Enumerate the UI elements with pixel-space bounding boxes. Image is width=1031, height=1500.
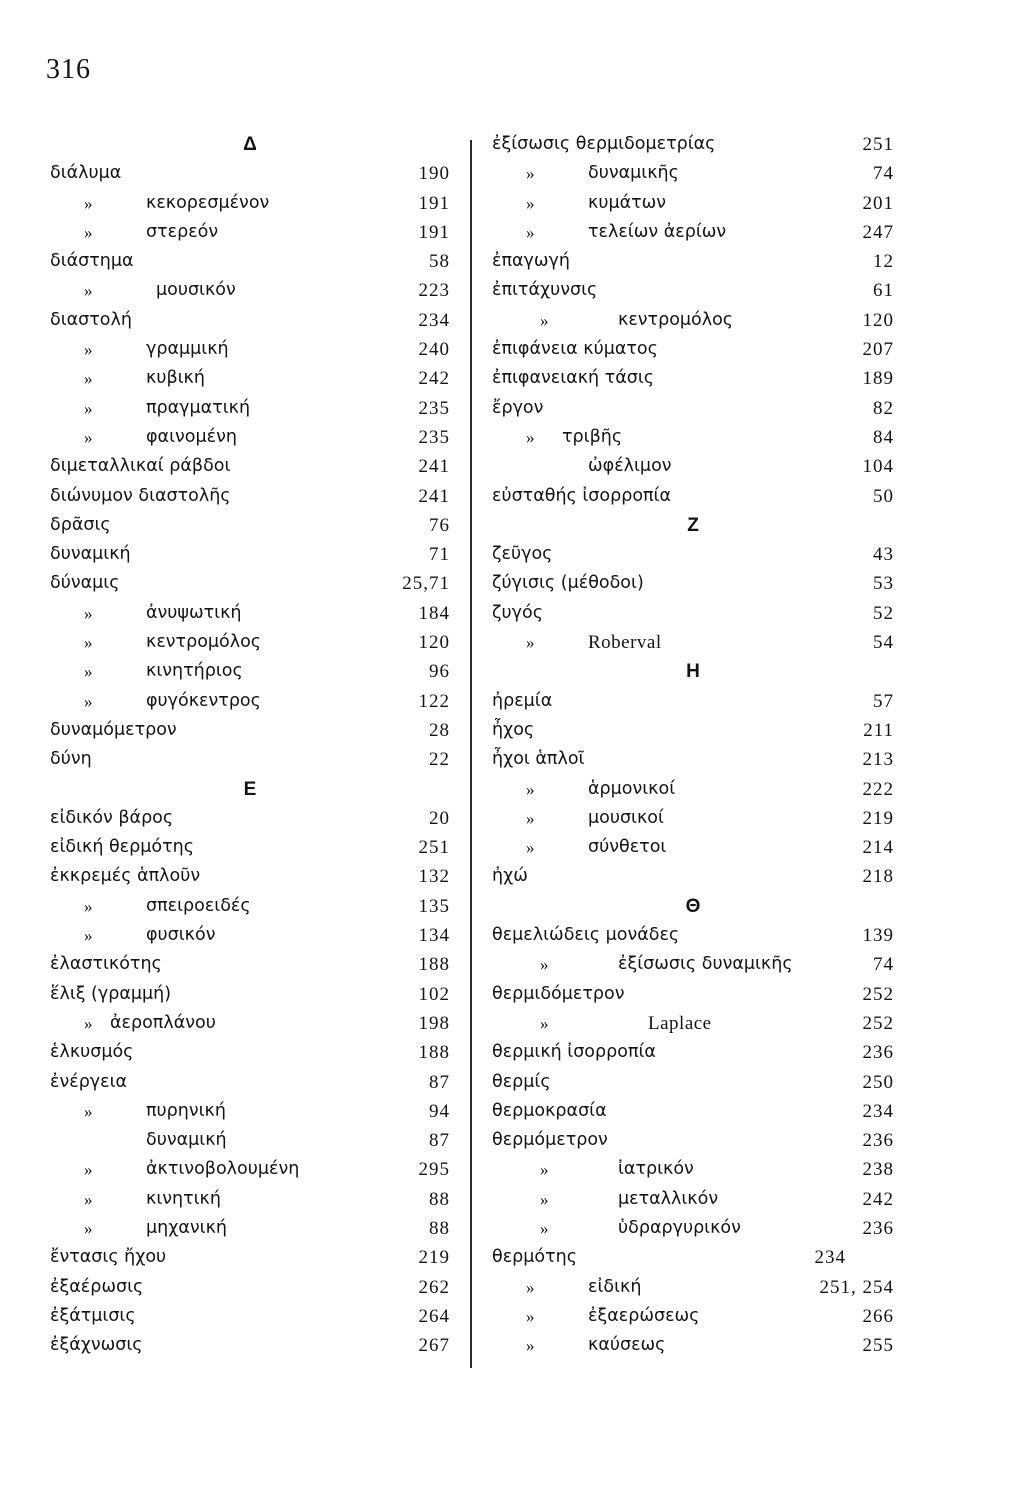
index-entry — [50, 833, 450, 862]
index-entry — [50, 247, 450, 276]
entry-term-text: τελείων ἀερίων — [588, 221, 727, 242]
page-reference: 52 — [873, 602, 894, 624]
index-entry — [492, 921, 894, 950]
page-reference: 238 — [862, 1159, 894, 1181]
index-subentry — [50, 364, 450, 393]
ditto-mark: » — [84, 1218, 93, 1238]
index-entry — [50, 1273, 450, 1302]
index-subentry — [50, 394, 450, 423]
entry-term: ἦχοι ἁπλοῖ — [492, 749, 585, 770]
entry-term: διαστολή — [50, 309, 132, 330]
entry-term-text: ἐξίσωσις δυναμικῆς — [618, 954, 793, 975]
entry-term-text: κινητήριος — [146, 661, 243, 682]
entry-term: διμεταλλικαί ράβδοι — [50, 456, 231, 477]
page-reference: 255 — [862, 1335, 894, 1357]
index-subentry — [492, 306, 894, 335]
entry-term-text: εἰδική — [588, 1276, 642, 1297]
entry-term: δύνη — [50, 749, 92, 770]
index-entry — [50, 804, 450, 833]
entry-term: ἐξάτμισις — [50, 1305, 136, 1326]
index-subentry — [492, 628, 894, 657]
page-reference: 84 — [873, 426, 894, 448]
index-entry — [492, 276, 894, 305]
page-reference: 88 — [429, 1188, 450, 1210]
page-reference: 104 — [862, 456, 894, 478]
section-heading: E — [243, 778, 257, 800]
entry-term: ἐπαγωγή — [492, 251, 570, 272]
page-reference: 188 — [418, 954, 450, 976]
entry-term-text: τριβῆς — [562, 426, 623, 447]
index-entry — [492, 687, 894, 716]
page-reference: 22 — [429, 749, 450, 771]
entry-term: θερμίς — [492, 1071, 551, 1092]
page-reference: 201 — [862, 192, 894, 214]
entry-term: εἰδική θερμότης — [50, 837, 194, 858]
entry-term-text: φαινομένη — [146, 426, 237, 447]
entry-term: ἠρεμία — [492, 690, 553, 711]
section-heading: Θ — [685, 895, 701, 917]
page-reference: 54 — [873, 632, 894, 654]
page-reference: 242 — [862, 1188, 894, 1210]
ditto-mark: » — [526, 164, 535, 184]
page-reference: 25,71 — [402, 573, 450, 595]
entry-term: ἐνέργεια — [50, 1071, 128, 1092]
entry-term-text: γραμμική — [146, 339, 229, 360]
entry-term-text: κεντρομόλος — [146, 632, 262, 653]
entry-term-text: ὑδραργυρικόν — [618, 1217, 741, 1238]
entry-term: ζεῦγος — [492, 544, 553, 565]
index-entry — [492, 599, 894, 628]
entry-term-text: κυβική — [146, 368, 205, 389]
page-reference: 188 — [418, 1042, 450, 1064]
ditto-mark: » — [526, 779, 535, 799]
index-column-left — [50, 130, 450, 1360]
entry-term-text: Laplace — [648, 1012, 712, 1034]
ditto-mark: » — [540, 1160, 549, 1180]
index-entry — [492, 130, 894, 159]
index-entry — [50, 540, 450, 569]
entry-term-text: δυναμική — [146, 1130, 227, 1151]
page-reference: 184 — [418, 602, 450, 624]
entry-term: ἑλκυσμός — [50, 1042, 134, 1063]
page-reference: 251, 254 — [819, 1276, 894, 1298]
page-reference: 71 — [429, 544, 450, 566]
ditto-mark: » — [540, 1013, 549, 1033]
index-subentry — [50, 1126, 450, 1155]
index-subentry — [50, 1097, 450, 1126]
index-subentry — [50, 657, 450, 686]
index-subentry — [492, 159, 894, 188]
index-entry — [492, 862, 894, 891]
index-subentry — [50, 335, 450, 364]
entry-term: ἐξάχνωσις — [50, 1335, 143, 1356]
page-reference: 189 — [862, 368, 894, 390]
page-reference: 211 — [863, 719, 894, 741]
index-subentry — [492, 1155, 894, 1184]
entry-term: θερμοκρασία — [492, 1100, 607, 1121]
entry-term: ἐξίσωσις θερμιδομετρίας — [492, 134, 716, 154]
page-reference: 57 — [873, 690, 894, 712]
entry-term-text: μηχανική — [146, 1217, 227, 1238]
page-reference: 223 — [418, 280, 450, 302]
page-reference: 82 — [873, 397, 894, 419]
page-reference: 264 — [418, 1305, 450, 1327]
index-entry — [50, 306, 450, 335]
index-entry — [50, 745, 450, 774]
page-reference: 241 — [418, 485, 450, 507]
page-reference: 190 — [418, 163, 450, 185]
page-reference: 50 — [873, 485, 894, 507]
index-subentry — [492, 775, 894, 804]
page-reference: 134 — [418, 925, 450, 947]
entry-term-text: φυγόκεντρος — [146, 690, 261, 711]
entry-term: ἐξαέρωσις — [50, 1276, 144, 1297]
entry-term: ἦχος — [492, 719, 535, 740]
index-entry — [492, 540, 894, 569]
page-reference: 20 — [429, 807, 450, 829]
page-reference: 234 — [418, 309, 450, 331]
ditto-mark: » — [526, 633, 535, 653]
page-reference: 61 — [873, 280, 894, 302]
index-subentry — [50, 276, 450, 305]
entry-term: ἠχώ — [492, 866, 528, 887]
index-subentry — [492, 1331, 894, 1360]
ditto-mark: » — [84, 1101, 93, 1121]
entry-term: ζυγός — [492, 602, 543, 623]
entry-term: ἐκκρεμές ἁπλοῦν — [50, 866, 201, 887]
index-subentry — [50, 218, 450, 247]
index-entry — [50, 716, 450, 745]
page-reference: 94 — [429, 1100, 450, 1122]
entry-term-text: ἀνυψωτική — [146, 602, 242, 623]
page-reference: 87 — [429, 1130, 450, 1152]
page-reference: 88 — [429, 1217, 450, 1239]
page-number: 316 — [46, 54, 91, 85]
page-reference: 236 — [862, 1042, 894, 1064]
index-subentry — [492, 1273, 894, 1302]
entry-term-text: κινητική — [146, 1188, 221, 1209]
index-entry — [492, 247, 894, 276]
index-entry — [492, 335, 894, 364]
entry-term: ἐπιφάνεια κύματος — [492, 339, 658, 360]
entry-term-text: σπειροειδές — [146, 895, 251, 916]
index-subentry — [492, 189, 894, 218]
index-entry — [492, 1243, 894, 1272]
index-entry — [492, 364, 894, 393]
index-subentry — [492, 218, 894, 247]
page-reference: 12 — [873, 251, 894, 273]
page-reference: 102 — [418, 983, 450, 1005]
page-reference: 213 — [862, 749, 894, 771]
ditto-mark: » — [526, 427, 535, 447]
ditto-mark: » — [84, 1013, 93, 1033]
index-subentry — [50, 599, 450, 628]
page-reference: 247 — [862, 221, 894, 243]
index-subentry — [50, 1155, 450, 1184]
index-entry — [492, 1038, 894, 1067]
page-reference: 135 — [418, 895, 450, 917]
entry-term-text: ἐξαερώσεως — [588, 1305, 700, 1326]
entry-term-text: ὠφέλιμον — [588, 456, 672, 477]
page-reference: 267 — [418, 1335, 450, 1357]
ditto-mark: » — [84, 340, 93, 360]
page-reference: 207 — [862, 339, 894, 361]
index-entry — [50, 482, 450, 511]
page-reference: 58 — [429, 251, 450, 273]
index-subentry — [492, 833, 894, 862]
index-subentry — [492, 452, 894, 481]
entry-term: δυναμόμετρον — [50, 719, 177, 740]
index-column-right — [492, 130, 894, 1360]
index-entry — [492, 1097, 894, 1126]
index-subentry — [492, 804, 894, 833]
index-entry — [50, 159, 450, 188]
page-reference: 132 — [418, 866, 450, 888]
page-reference: 122 — [418, 690, 450, 712]
page-reference: 234 — [814, 1247, 846, 1269]
entry-term-text: δυναμικῆς — [588, 163, 679, 184]
page-reference: 198 — [418, 1012, 450, 1034]
page-reference: 139 — [862, 925, 894, 947]
page-reference: 250 — [862, 1071, 894, 1093]
page-reference: 235 — [418, 426, 450, 448]
page-reference: 234 — [862, 1100, 894, 1122]
entry-term: θερμότης — [492, 1247, 578, 1268]
page-reference: 251 — [418, 837, 450, 859]
ditto-mark: » — [84, 398, 93, 418]
page-reference: 236 — [862, 1217, 894, 1239]
entry-term-text: ἀεροπλάνου — [110, 1012, 216, 1033]
page-reference: 219 — [862, 807, 894, 829]
ditto-mark: » — [84, 222, 93, 242]
index-subentry — [50, 1009, 450, 1038]
page-reference: 252 — [862, 1012, 894, 1034]
ditto-mark: » — [526, 193, 535, 213]
index-subentry — [50, 1185, 450, 1214]
entry-term-text: κεκορεσμένον — [146, 192, 270, 213]
entry-term-text: Roberval — [588, 632, 662, 654]
page-reference: 266 — [862, 1305, 894, 1327]
index-entry — [50, 980, 450, 1009]
ditto-mark: » — [84, 1160, 93, 1180]
page-reference: 76 — [429, 514, 450, 536]
index-entry — [50, 452, 450, 481]
page-reference: 236 — [862, 1130, 894, 1152]
index-entry — [50, 1302, 450, 1331]
ditto-mark: » — [84, 691, 93, 711]
entry-term-text: ἰατρικόν — [618, 1159, 694, 1180]
entry-term-text: πραγματική — [146, 397, 251, 418]
page-reference: 241 — [418, 456, 450, 478]
index-entry — [492, 716, 894, 745]
entry-term-text: μουσικόν — [156, 280, 236, 301]
entry-term-text: κεντρομόλος — [618, 309, 734, 330]
entry-term-text: στερεόν — [146, 221, 219, 242]
entry-term: θεμελιώδεις μονάδες — [492, 925, 680, 946]
page-reference: 222 — [862, 778, 894, 800]
page-reference: 74 — [873, 954, 894, 976]
entry-term-text: σύνθετοι — [588, 837, 667, 858]
page-reference: 120 — [862, 309, 894, 331]
entry-term: εὐσταθής ἰσορροπία — [492, 485, 672, 506]
ditto-mark: » — [84, 662, 93, 682]
ditto-mark: » — [84, 193, 93, 213]
ditto-mark: » — [84, 281, 93, 301]
ditto-mark: » — [84, 896, 93, 916]
index-entry — [492, 980, 894, 1009]
page-reference: 191 — [418, 192, 450, 214]
page-reference: 251 — [862, 134, 894, 155]
entry-term: δύναμις — [50, 573, 120, 594]
entry-term: διάστημα — [50, 251, 134, 272]
ditto-mark: » — [526, 222, 535, 242]
entry-term-text: πυρηνική — [146, 1100, 226, 1121]
index-entry — [492, 394, 894, 423]
index-entry — [50, 1038, 450, 1067]
entry-term: θερμική ἰσορροπία — [492, 1042, 656, 1063]
ditto-mark: » — [84, 427, 93, 447]
entry-term-text: μουσικοί — [588, 807, 664, 828]
page-reference: 252 — [862, 983, 894, 1005]
entry-term: εἰδικόν βάρος — [50, 807, 174, 828]
index-entry — [50, 1331, 450, 1360]
entry-term: θερμιδόμετρον — [492, 983, 625, 1004]
index-subentry — [50, 892, 450, 921]
index-subentry — [50, 1214, 450, 1243]
entry-term-text: καύσεως — [588, 1335, 666, 1356]
index-entry — [50, 569, 450, 598]
page-reference: 219 — [418, 1247, 450, 1269]
ditto-mark: » — [84, 369, 93, 389]
index-subentry — [50, 687, 450, 716]
index-entry — [492, 1068, 894, 1097]
section-heading: Z — [687, 514, 699, 536]
page-reference: 28 — [429, 719, 450, 741]
page-reference: 295 — [418, 1159, 450, 1181]
entry-term-text: μεταλλικόν — [618, 1188, 719, 1209]
ditto-mark: » — [84, 603, 93, 623]
page-reference: 43 — [873, 544, 894, 566]
index-subentry — [492, 423, 894, 452]
index-subentry — [492, 1009, 894, 1038]
ditto-mark: » — [526, 808, 535, 828]
column-divider — [470, 140, 472, 1368]
index-entry — [492, 745, 894, 774]
entry-term: ἔντασις ἤχου — [50, 1247, 167, 1268]
entry-term: ἐπιφανειακή τάσις — [492, 368, 655, 389]
page-reference: 214 — [862, 837, 894, 859]
ditto-mark: » — [526, 1306, 535, 1326]
entry-term-text: ἁρμονικοί — [588, 778, 676, 799]
ditto-mark: » — [540, 955, 549, 975]
ditto-mark: » — [526, 1277, 535, 1297]
index-subentry — [492, 1302, 894, 1331]
section-heading: Δ — [243, 134, 257, 155]
index-entry — [50, 511, 450, 540]
index-entry — [492, 1126, 894, 1155]
page-reference: 74 — [873, 163, 894, 185]
entry-term-text: ἀκτινοβολουμένη — [146, 1159, 300, 1180]
entry-term: ζύγισις (μέθοδοι) — [492, 573, 644, 594]
entry-term: ἔργον — [492, 397, 544, 418]
index-subentry — [50, 628, 450, 657]
entry-term: δυναμική — [50, 544, 131, 565]
page-reference: 191 — [418, 221, 450, 243]
entry-term-text: κυμάτων — [588, 192, 667, 213]
index-entry — [50, 862, 450, 891]
index-subentry — [492, 1214, 894, 1243]
ditto-mark: » — [540, 1218, 549, 1238]
entry-term: διώνυμον διαστολῆς — [50, 485, 231, 506]
ditto-mark: » — [84, 1189, 93, 1209]
ditto-mark: » — [84, 633, 93, 653]
page-reference: 87 — [429, 1071, 450, 1093]
index-subentry — [50, 189, 450, 218]
page-reference: 262 — [418, 1276, 450, 1298]
index-subentry — [50, 423, 450, 452]
entry-term: ἐπιτάχυνσις — [492, 280, 598, 301]
index-subentry — [50, 921, 450, 950]
ditto-mark: » — [526, 1336, 535, 1356]
page-reference: 242 — [418, 368, 450, 390]
index-entry — [492, 569, 894, 598]
index-subentry — [492, 950, 894, 979]
ditto-mark: » — [540, 310, 549, 330]
page-reference: 120 — [418, 632, 450, 654]
page-reference: 53 — [873, 573, 894, 595]
entry-term: θερμόμετρον — [492, 1130, 608, 1151]
entry-term-text: φυσικόν — [146, 925, 216, 946]
index-subentry — [492, 1185, 894, 1214]
ditto-mark: » — [526, 838, 535, 858]
index-entry — [492, 482, 894, 511]
ditto-mark: » — [540, 1189, 549, 1209]
entry-term: ἐλαστικότης — [50, 954, 162, 975]
index-entry — [50, 1068, 450, 1097]
page-reference: 235 — [418, 397, 450, 419]
ditto-mark: » — [84, 926, 93, 946]
entry-term: διάλυμα — [50, 163, 122, 184]
index-entry — [50, 1243, 450, 1272]
page-reference: 240 — [418, 339, 450, 361]
section-heading: H — [686, 661, 700, 683]
page-reference: 96 — [429, 661, 450, 683]
index-entry — [50, 950, 450, 979]
page-reference: 218 — [862, 866, 894, 888]
entry-term: ἕλιξ (γραμμή) — [50, 983, 172, 1004]
entry-term: δρᾶσις — [50, 514, 111, 535]
